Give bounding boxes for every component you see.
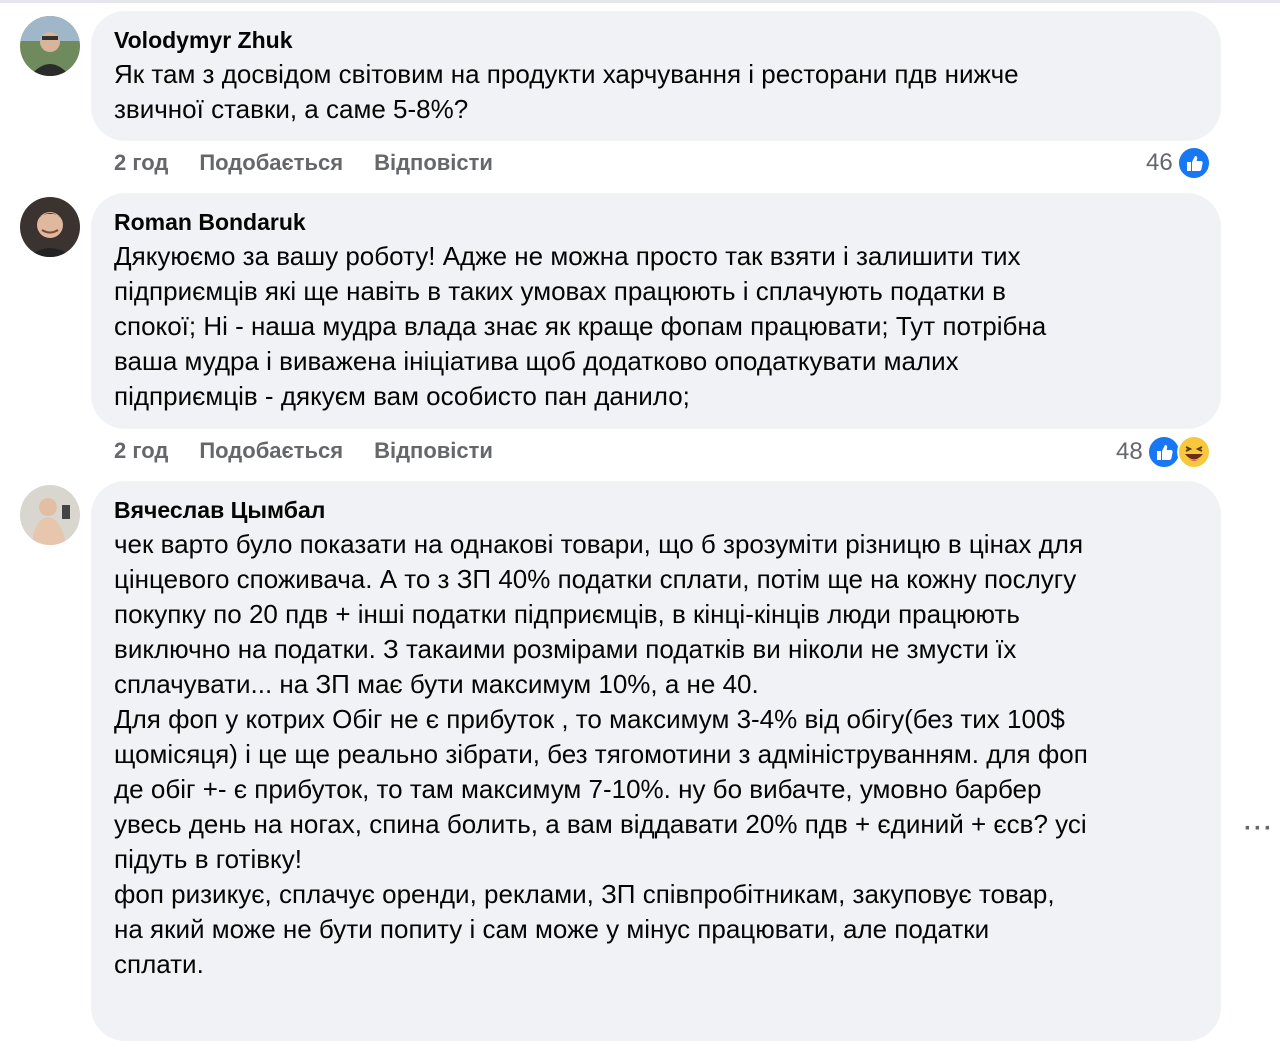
more-options-icon[interactable]: ···: [1244, 815, 1274, 842]
top-divider: [0, 0, 1280, 3]
reply-button[interactable]: Відповісти: [374, 438, 493, 463]
comment-text: чек варто було показати на однакові товари, що б зрозуміти різницю в цінах для цінцевого споживача. А то з ЗП 40% податки сплати, потім ще на кожну послугу покупку по 20 пдв + інші податки підприємців, в кінці-кінців люди працюють виключно на податки. З такаими розмірами податків ви ніколи не змусти їх сплачувати... на ЗП має бути максимум 10%, а не 40. Для фоп у котрих Обіг не є прибуток , то максимум 3-4% від обігу(без тих 100$ щомісяця) і це ще реально зібрати, без тягомотини з адмініструванням. для фоп де обіг +- є прибуток, то там максимум 7-10%. ну бо вибачте, умовно барбер увесь день на ногах, спина болить, а вам віддавати 20% пдв + єдиний + єсв? усі підуть в готівку! фоп ризикує, сплачує оренди, реклами, ЗП співпробітникам, закуповує товар, на який може не бути попиту і сам може у мінус працювати, але податки сплати.: [114, 529, 1088, 979]
like-icon: [1147, 435, 1181, 469]
laughing-emoji-icon: [1177, 435, 1211, 469]
comment-actions: [114, 436, 493, 466]
comment-text: Як там з досвідом світовим на продукти харчування і ресторани пдв нижче звичної ставки, а саме 5-8%?: [114, 59, 1019, 124]
avatar[interactable]: [20, 485, 80, 545]
reactions-summary[interactable]: [1146, 145, 1211, 181]
comment-time[interactable]: 2 год: [114, 150, 169, 175]
comment-author[interactable]: Volodymyr Zhuk: [114, 27, 293, 53]
like-icon: [1177, 146, 1211, 180]
comment-time[interactable]: 2 год: [114, 438, 169, 463]
comment-bubble: [91, 11, 1221, 141]
comment-text: Дякуюємо за вашу роботу! Адже не можна просто так взяти і залишити тих підприємців які ще навіть в таких умовах працюють і сплачують податки в спокої; Ні - наша мудра влада знає як краще фопам працювати; Тут потрібна ваша мудра і виважена ініціатива щоб додатково оподаткувати малих підприємців - дякуєм вам особисто пан данило;: [114, 241, 1047, 411]
comment-bubble: [91, 193, 1221, 429]
comment-author[interactable]: Вячеслав Цымбал: [114, 497, 326, 523]
avatar[interactable]: [20, 197, 80, 257]
avatar[interactable]: [20, 16, 80, 76]
comment-bubble: [91, 481, 1221, 1041]
reply-button[interactable]: Відповісти: [374, 150, 493, 175]
like-button[interactable]: Подобається: [199, 438, 344, 463]
reaction-count: 48: [1116, 438, 1143, 465]
reaction-count: 46: [1146, 149, 1173, 176]
like-button[interactable]: Подобається: [199, 150, 344, 175]
comment-author[interactable]: Roman Bondaruk: [114, 209, 306, 235]
comment-actions: [114, 148, 493, 178]
reactions-summary[interactable]: [1116, 434, 1211, 470]
